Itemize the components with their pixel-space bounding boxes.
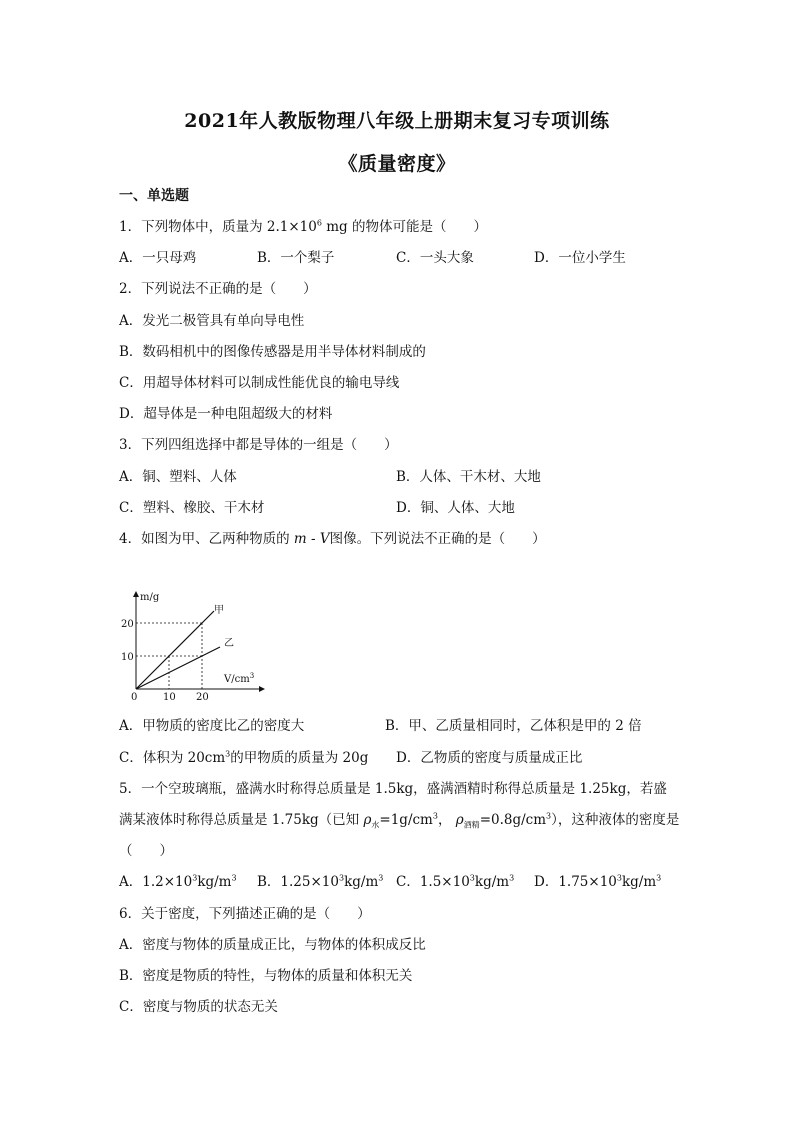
origin-label: 0	[131, 692, 138, 703]
question-3-option-c: C．塑料、橡胶、干木材	[119, 500, 265, 516]
question-4-stem: 4．如图为甲、乙两种物质的 m - V图像。下列说法不正确的是（ ）	[119, 531, 546, 547]
question-2-option-a: A．发光二极管具有单向导电性	[119, 313, 305, 329]
section-heading: 一、单选题	[119, 188, 189, 204]
question-6-option-c: C．密度与物质的状态无关	[119, 999, 278, 1015]
question-4-option-c: C．体积为 $20cm^3$的甲物质的质量为 20g	[119, 749, 369, 766]
question-2-option-d: D．超导体是一种电阻超级大的材料	[119, 406, 333, 422]
question-5-option-b: B．$1.25\times 10^3kg/m^3$	[257, 873, 384, 890]
mass-volume-graph	[116, 588, 266, 703]
question-1-option-b: B．一个梨子	[257, 250, 335, 266]
question-5-stem-line-2: 满某液体时称得总质量是 1.75kg（已知 $\rho_水=1g/cm^3$， $\rho_{酒精}=0.8g/cm^3$），这种液体的密度是	[119, 811, 680, 830]
x-tick-10: 10	[163, 692, 176, 703]
question-2-option-b: B．数码相机中的图像传感器是用半导体材料制成的	[119, 344, 426, 360]
line-yi-label: 乙	[224, 638, 234, 649]
question-4-option-a: A．甲物质的密度比乙的密度大	[119, 718, 305, 734]
question-3-option-d: D．铜、人体、大地	[396, 500, 515, 516]
question-4-option-b: B．甲、乙质量相同时，乙体积是甲的 2 倍	[385, 718, 642, 734]
question-2-stem: 2．下列说法不正确的是（ ）	[119, 281, 317, 297]
question-3-stem: 3．下列四组选择中都是导体的一组是（ ）	[119, 437, 398, 453]
document-title: 2021年人教版物理八年级上册期末复习专项训练	[184, 110, 610, 132]
question-6-option-a: A．密度与物体的质量成正比，与物体的体积成反比	[119, 937, 426, 953]
x-tick-20: 20	[196, 692, 209, 703]
question-3-option-a: A．铜、塑料、人体	[119, 469, 237, 485]
question-2-option-c: C．用超导体材料可以制成性能优良的输电导线	[119, 375, 400, 391]
question-5-option-a: A．$1.2\times 10^3kg/m^3$	[119, 873, 237, 890]
question-3-option-b: B．人体、干木材、大地	[396, 469, 541, 485]
line-jia	[136, 611, 214, 689]
question-5-stem-line-1: 5．一个空玻璃瓶，盛满水时称得总质量是 1.5kg，盛满酒精时称得总质量是 1.25kg，若盛	[119, 781, 667, 797]
question-1-stem: 1．下列物体中，质量为 $2.1\times 10^6$ mg 的物体可能是（ ）	[119, 218, 487, 235]
question-1-option-d: D．一位小学生	[534, 250, 626, 266]
question-1-option-a: A．一只母鸡	[119, 250, 197, 266]
line-yi	[136, 647, 220, 689]
x-axis-label: $V/cm^3$	[224, 672, 255, 685]
question-6-option-b: B．密度是物质的特性，与物体的质量和体积无关	[119, 968, 413, 984]
y-axis-label: m/g	[140, 592, 160, 603]
question-5-option-c: C．$1.5\times 10^3kg/m^3$	[396, 873, 515, 890]
question-5-stem-line-3: （ ）	[119, 843, 173, 859]
question-6-stem: 6．关于密度，下列描述正确的是（ ）	[119, 906, 371, 922]
document-subtitle: 《质量密度》	[338, 153, 456, 175]
line-jia-label: 甲	[214, 605, 224, 616]
question-5-option-d: D．$1.75\times 10^3kg/m^3$	[534, 873, 662, 890]
question-4-option-d: D．乙物质的密度与质量成正比	[396, 750, 583, 766]
y-tick-20: 20	[121, 619, 134, 630]
question-1-option-c: C．一头大象	[396, 250, 474, 266]
y-tick-10: 10	[121, 652, 134, 663]
